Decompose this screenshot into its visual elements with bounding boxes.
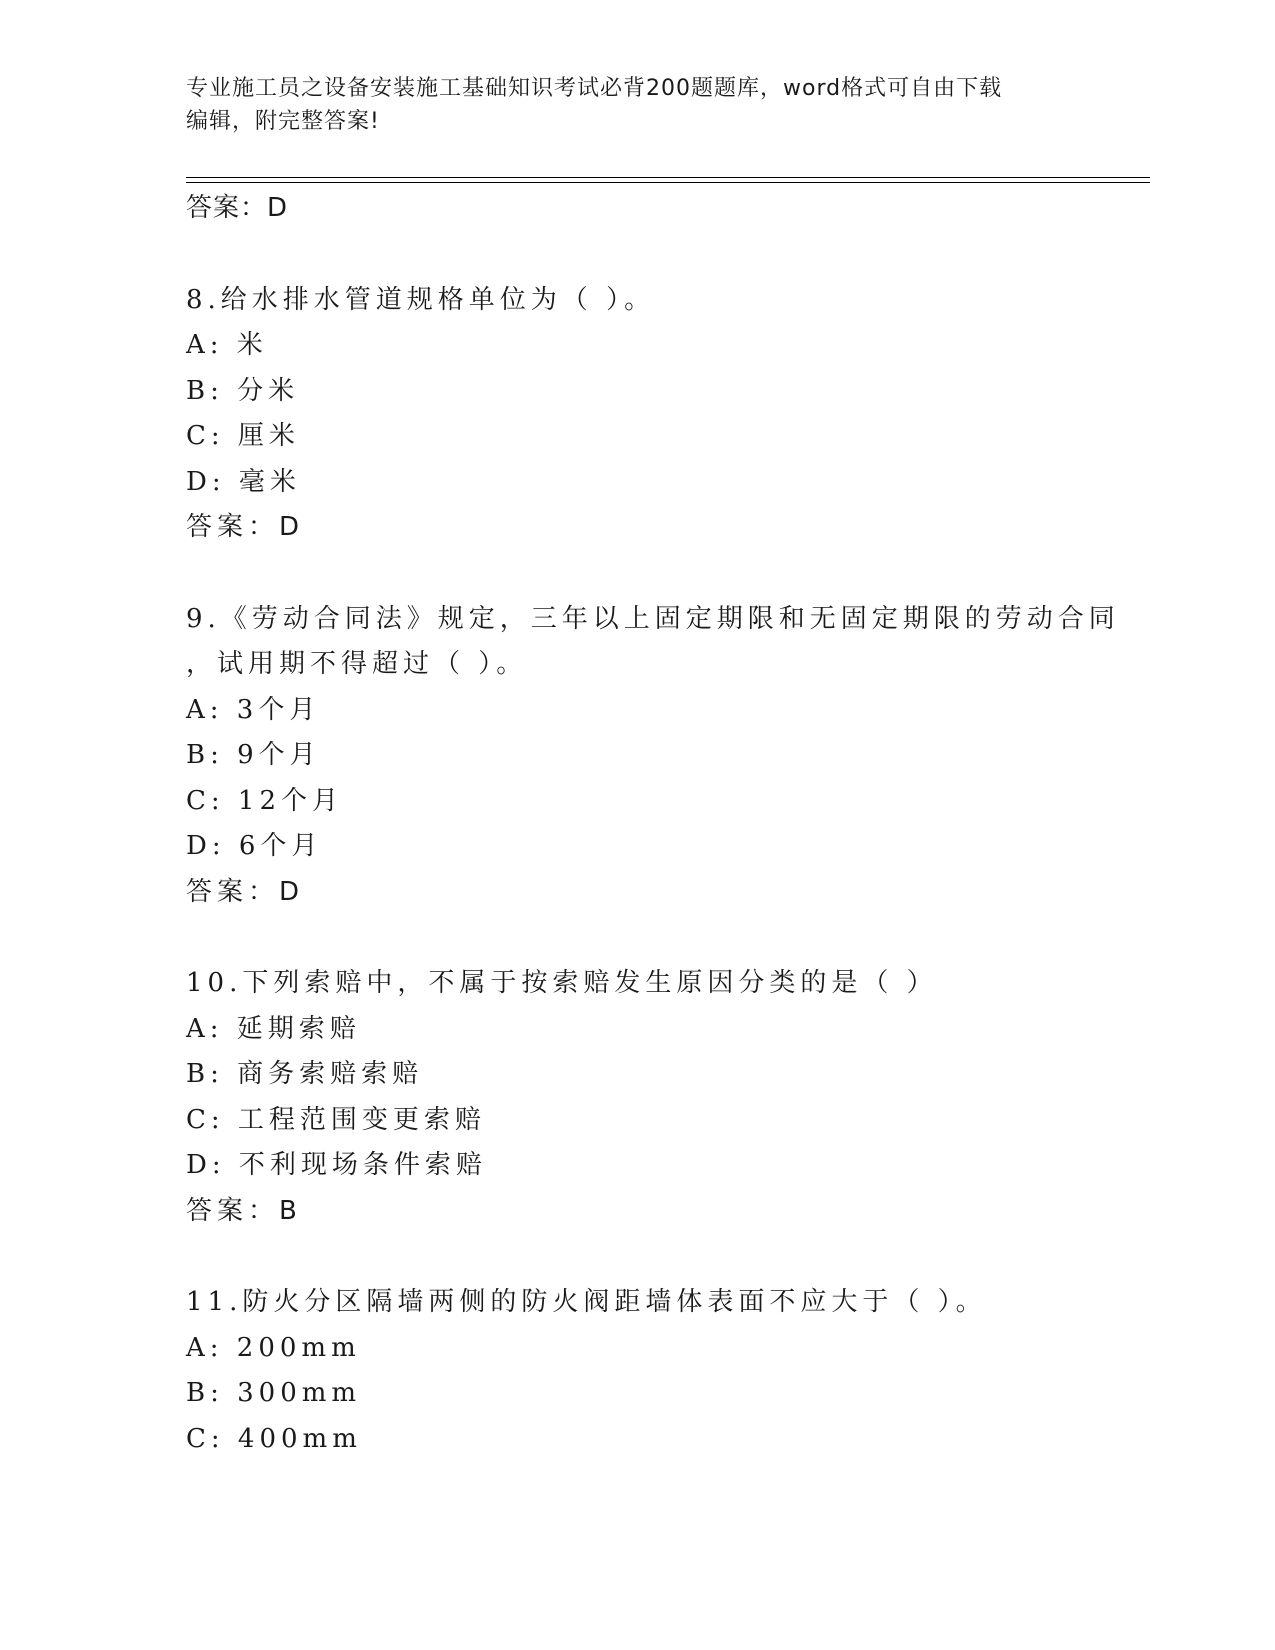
spacer bbox=[186, 551, 1146, 597]
answer-q7: 答案：D bbox=[186, 193, 289, 223]
option-c: C: 厘米 bbox=[186, 421, 300, 451]
option-b: B: 300mm bbox=[186, 1378, 362, 1408]
spacer bbox=[186, 915, 1146, 961]
answer: 答案：B bbox=[186, 1195, 302, 1226]
question-8 bbox=[186, 278, 1146, 551]
header-line-1: 专业施工员之设备安装施工基础知识考试必背200题题库，word格式可自由下载 bbox=[186, 76, 1003, 101]
question-stem: 10.下列索赔中，不属于按索赔发生原因分类的是（ ） bbox=[186, 968, 938, 998]
question-stem: 8.给水排水管道规格单位为（ ）。 bbox=[186, 284, 656, 315]
header-rule-top bbox=[186, 177, 1150, 178]
header-line-2: 编辑，附完整答案! bbox=[186, 109, 380, 134]
option-d: D: 不利现场条件索赔 bbox=[186, 1150, 487, 1180]
option-a: A: 200mm bbox=[186, 1332, 361, 1363]
option-c: C: 12个月 bbox=[186, 785, 344, 816]
question-list bbox=[186, 186, 1146, 1462]
answer: 答案：D bbox=[186, 512, 305, 542]
option-d: D: 毫米 bbox=[186, 466, 301, 497]
option-b: B: 分米 bbox=[186, 375, 300, 406]
header-rule-bottom bbox=[186, 182, 1150, 183]
answer: 答案：D bbox=[186, 876, 305, 907]
spacer bbox=[186, 1234, 1146, 1280]
option-a: A: 3个月 bbox=[186, 694, 321, 725]
question-10 bbox=[186, 961, 1146, 1234]
spacer bbox=[186, 232, 1146, 278]
option-c: C: 工程范围变更索赔 bbox=[186, 1104, 486, 1135]
question-11 bbox=[186, 1280, 1146, 1462]
option-a: A: 米 bbox=[186, 330, 268, 360]
option-a: A: 延期索赔 bbox=[186, 1013, 361, 1044]
option-d: D: 6个月 bbox=[186, 831, 323, 861]
question-9 bbox=[186, 597, 1146, 916]
question-stem-line-1: 9.《劳动合同法》规定，三年以上固定期限和无固定期限的劳动合同 bbox=[186, 603, 1120, 634]
question-stem-line-2: ，试用期不得超过（ ）。 bbox=[186, 649, 528, 679]
question-stem: 11.防火分区隔墙两侧的防火阀距墙体表面不应大于（ ）。 bbox=[186, 1287, 987, 1317]
option-b: B: 商务索赔索赔 bbox=[186, 1059, 424, 1089]
option-c: C: 400mm bbox=[186, 1423, 362, 1454]
option-b: B: 9个月 bbox=[186, 740, 321, 770]
document-header bbox=[186, 72, 1086, 138]
